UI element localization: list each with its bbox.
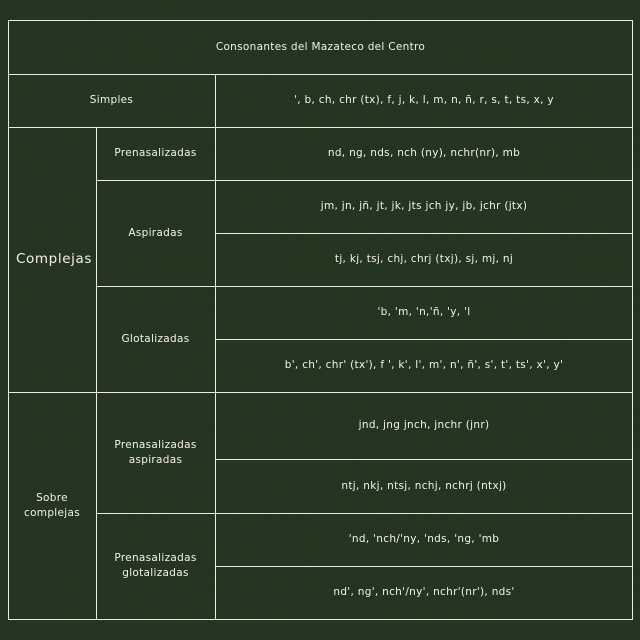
category-sobre-complejas: Sobre complejas <box>24 491 80 519</box>
aspiradas-consonants-1: jm, jn, jñ, jt, jk, jts jch jy, jb, jchr (jtx) <box>320 200 528 212</box>
subcategory-aspiradas: Aspiradas <box>128 226 183 239</box>
aspiradas-consonants-2: tj, kj, tsj, chj, chrj (txj), sj, mj, nj <box>334 253 514 265</box>
subcategory-glotalizadas: Glotalizadas <box>121 332 190 345</box>
prenasalizadas-glotalizadas-consonants-1: 'nd, 'nch/'ny, 'nds, 'ng, 'mb <box>348 533 500 545</box>
subcategory-prenasalizadas-aspiradas: Prenasalizadas aspiradas <box>114 438 197 466</box>
subcategory-prenasalizadas: Prenasalizadas <box>114 147 197 159</box>
prenasalizadas-aspiradas-consonants-2: ntj, nkj, ntsj, nchj, nchrj (ntxj) <box>341 479 507 492</box>
category-simples: Simples <box>89 94 134 106</box>
prenasalizadas-aspiradas-consonants-1: jnd, jng jnch, jnchr (jnr) <box>358 419 490 431</box>
glotalizadas-consonants-2: b', ch', chr' (tx'), f ', k', l', m', n', ñ', s', t', ts', x', y' <box>284 359 564 371</box>
prenasalizadas-glotalizadas-consonants-2: nd', ng', nch'/ny', nchr'(nr'), nds' <box>333 586 515 598</box>
grid-line <box>8 619 633 620</box>
subcategory-prenasalizadas-glotalizadas: Prenasalizadas glotalizadas <box>114 552 197 579</box>
table-title: Consonantes del Mazateco del Centro <box>215 40 426 53</box>
glotalizadas-consonants-1: 'b, 'm, 'n,'ñ, 'y, 'l <box>377 306 471 318</box>
prenasalizadas-consonants: nd, ng, nds, nch (ny), nchr(nr), mb <box>327 147 521 159</box>
category-complejas: Complejas <box>16 251 92 267</box>
simples-consonants: ', b, ch, chr (tx), f, j, k, l, m, n, ñ, r, s, t, ts, x, y <box>294 94 554 106</box>
